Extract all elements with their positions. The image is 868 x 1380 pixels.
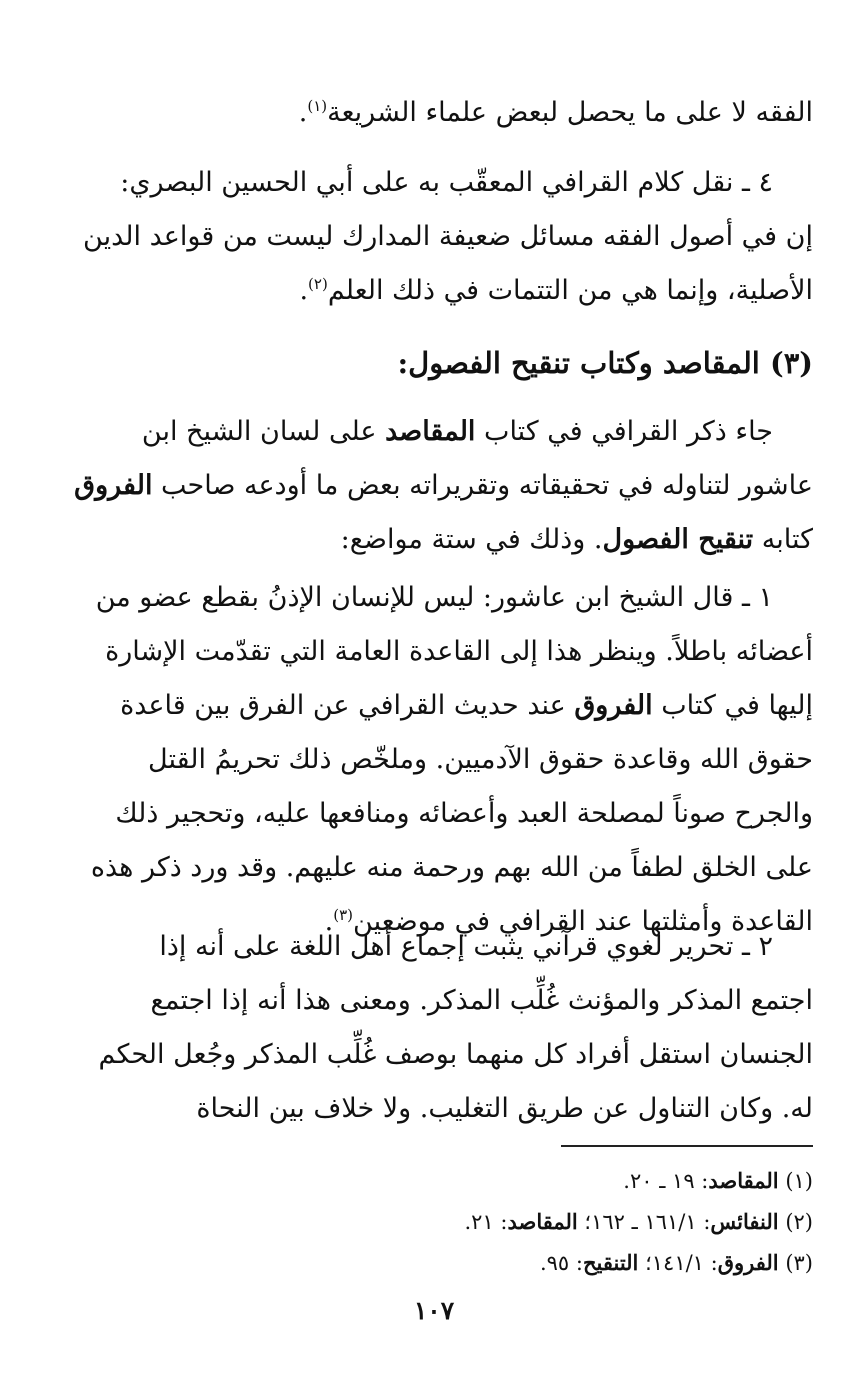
source-title: المقاصد: [708, 1168, 779, 1193]
text-span: كتابه: [753, 524, 813, 555]
book-title: الفروق: [574, 690, 653, 721]
paragraph-item-4: [64, 156, 813, 318]
footnote-separator: [561, 1145, 813, 1147]
text-span: عند حديث القرافي عن الفرق بين قاعدة: [120, 690, 575, 721]
section-title: (٣) المقاصد وكتاب تنقيح الفصول:: [397, 346, 813, 380]
footnote-text: : ١٤١/١؛: [638, 1251, 718, 1275]
source-title: النفائس: [710, 1209, 779, 1234]
text-line: [64, 86, 813, 140]
text-span: .: [298, 97, 308, 128]
text-span: الأصلية، وإنما هي من التتمات في ذلك العلم: [327, 275, 813, 306]
book-title: المقاصد: [385, 416, 476, 447]
footnote-text: : ١٩ ـ ٢٠.: [623, 1169, 709, 1193]
text-span: عاشور لتناوله في تحقيقاته وتقريراته بعض ما أودعه صاحب: [152, 470, 813, 501]
paragraph-item-2: [64, 920, 813, 1136]
source-title: الفروق: [717, 1250, 779, 1275]
text-span: جاء ذكر القرافي في كتاب: [475, 416, 773, 447]
text-line: أعضائه باطلاً. وينظر هذا إلى القاعدة العامة التي تقدّمت الإشارة: [105, 636, 813, 667]
paragraph-continued: [64, 86, 813, 140]
footnote-text: : ١٦١/١ ـ ١٦٢؛: [577, 1210, 711, 1234]
section-heading: [64, 336, 813, 390]
text-line: اجتمع المذكر والمؤنث غُلِّب المذكر. ومعنى هذا أنه إذا اجتمع: [150, 985, 813, 1016]
source-title: المقاصد: [507, 1209, 578, 1234]
text-line: على الخلق لطفاً من الله بهم ورحمة منه عليهم. وقد ورد ذكر هذه: [90, 852, 813, 883]
source-title: التنقيح: [582, 1250, 639, 1275]
text-span: على لسان الشيخ ابن: [141, 416, 386, 447]
text-span: الفقه لا على ما يحصل لبعض علماء الشريعة: [327, 97, 813, 128]
text-line: إن في أصول الفقه مسائل ضعيفة المدارك ليست من قواعد الدين: [83, 221, 813, 252]
footnote-marker[interactable]: (١): [307, 97, 328, 115]
footnote-text: : ٢١.: [464, 1210, 508, 1234]
footnote-number: (١): [785, 1169, 813, 1193]
footnote-marker[interactable]: (٣): [333, 906, 354, 924]
footnote-number: (٢): [785, 1210, 813, 1234]
text-line: ١ ـ قال الشيخ ابن عاشور: ليس للإنسان الإذنُ بقطع عضو من: [95, 582, 773, 613]
footnote-1: [64, 1162, 813, 1200]
text-span: .: [299, 275, 309, 306]
text-span: القاعدة وأمثلتها عند القرافي في موضعين: [353, 906, 813, 937]
text-line: [64, 679, 813, 733]
text-line: له. وكان التناول عن طريق التغليب. ولا خلاف بين النحاة: [196, 1093, 813, 1124]
footnote-number: (٣): [785, 1251, 813, 1275]
book-title: تنقيح الفصول: [602, 524, 754, 555]
text-line: الجنسان استقل أفراد كل منهما بوصف غُلِّب المذكر وجُعل الحكم: [98, 1039, 813, 1070]
text-line: [64, 264, 813, 318]
text-line: ٤ ـ نقل كلام القرافي المعقّب به على أبي الحسين البصري:: [120, 167, 773, 198]
book-title: الفروق: [74, 470, 153, 501]
text-span: . وذلك في ستة مواضع:: [340, 524, 603, 555]
text-line: [64, 513, 813, 567]
text-span: .: [324, 906, 334, 937]
footnote-marker[interactable]: (٢): [308, 275, 328, 293]
text-line: ٢ ـ تحرير لغوي قرآني يثبت إجماع أهل اللغة على أنه إذا: [159, 931, 773, 962]
footnote-3: [64, 1244, 813, 1282]
text-line: [64, 405, 813, 459]
paragraph-item-1: [64, 571, 813, 949]
footnote-text: : ٩٥.: [539, 1251, 583, 1275]
text-line: حقوق الله وقاعدة حقوق الآدميين. وملخّص ذلك تحريمُ القتل: [148, 744, 813, 775]
text-span: إليها في كتاب: [652, 690, 813, 721]
text-line: [64, 459, 813, 513]
text-line: والجرح صوناً لمصلحة العبد وأعضائه ومنافعها عليه، وتحجير ذلك: [115, 798, 813, 829]
footnote-2: [64, 1203, 813, 1241]
page-number: ١٠٧: [413, 1296, 455, 1325]
paragraph-intro: [64, 405, 813, 567]
